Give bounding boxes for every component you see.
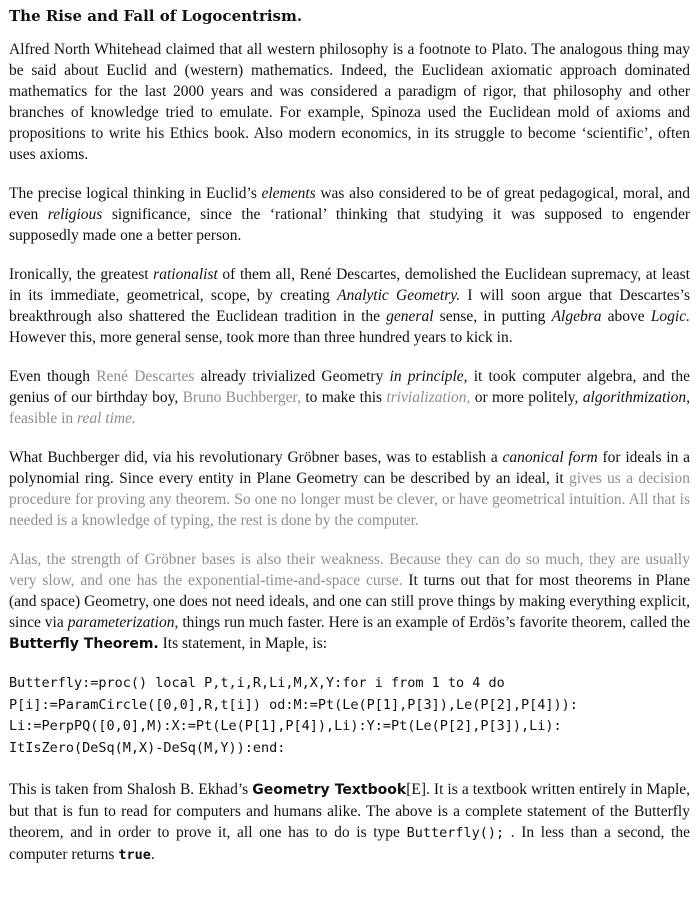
p2-emph-elements: elements (261, 185, 316, 202)
paragraph-3 (9, 264, 690, 348)
p7-code-butterfly-call: Butterfly(); (406, 825, 505, 841)
p3-emph-general: general (386, 308, 434, 325)
p7-code-true: true (118, 847, 151, 863)
p4-text-b: already trivialized Geometry (194, 368, 390, 385)
p2-text-b: was also considered to be of great pedagogical, moral, and even (9, 185, 690, 223)
p3-text-c: I will soon argue that Descartes’s breakthrough also shattered the Euclidean tradition in the (9, 287, 691, 325)
p5-faded-text: gives us a decision procedure for proving any theorem. So one no longer must be clever, or have geometrical intuition. All that is needed is a knowledge of typing, the rest is done by the computer. (9, 470, 690, 529)
p6-emph-parameterization: parameterization, (67, 614, 179, 631)
p6-text-b: things run much faster. Here is an example of Erdös’s favorite theorem, called the (178, 614, 690, 631)
p2-emph-religious: religious (47, 206, 103, 223)
p4-text-e: or more politely, (470, 389, 583, 406)
p3-emph-analytic-geometry: Analytic Geometry. (337, 287, 461, 304)
p4-text-a: Even though (9, 368, 97, 385)
p5-text-a: What Buchberger did, via his revolutionary Gröbner bases, was to establish a (9, 449, 503, 466)
p1-text: Alfred North Whitehead claimed that all western philosophy is a footnote to Plato. The analogous thing may be said about Euclid and (western) mathematics. Indeed, the Euclidean axiomatic approach dominated mathematics for the last 2000 years and was considered a paradigm of rigor, that philosophy and other branches of knowledge tried to emulate. For example, Spinoza used the Euclidean mold of axioms and propositions to write his Ethics book. Also modern economics, in its struggle to become ‘scientific’, often uses axioms. (9, 41, 690, 163)
paragraph-2 (9, 183, 690, 246)
p3-emph-algebra: Algebra (551, 308, 602, 325)
p6-bold-butterfly-theorem: Butterfly Theorem. (9, 636, 159, 652)
p4-faded-name-buchberger: Bruno Buchberger, (182, 389, 301, 406)
maple-code-block: Butterfly:=proc() local P,t,i,R,Li,M,X,Y:for i from 1 to 4 do P[i]:=ParamCircle([0,0],R,t[i]) od:M:=Pt(Le(P[1],P[3]),Le(P[2],P[4])): Li:=PerpPQ([0,0],M):X:=Pt(Le(P[1],P[4]),Li):Y:=Pt(Le(P[2],P[3]),Li): ItIsZero(DeSq(M,X)-DeSq(M,Y)):end: (9, 675, 578, 756)
p3-text-e: above (601, 308, 651, 325)
p6-text-a: It turns out that for most theorems in Plane (and space) Geometry, one does not need ideals, and one can still prove things by making everything explicit, since via (9, 572, 690, 631)
p4-faded-name-descartes: René Descartes (96, 368, 195, 385)
p7-text-c: . In less than a second, the computer returns (9, 824, 690, 863)
p4-text-f: feasible in (9, 410, 78, 427)
p3-text-a: Ironically, the greatest (9, 266, 154, 283)
p3-text-b: of them all, René Descartes, demolished the Euclidean supremacy, at least in its immediate, geometrical, scope, by creating (9, 266, 690, 304)
paragraph-6 (9, 549, 690, 655)
p3-text-f: However this, more general sense, took more than three hundred years to kick in. (9, 329, 513, 346)
p4-emph-real-time: real time. (77, 410, 136, 427)
paragraph-7 (9, 779, 690, 866)
paragraph-5 (9, 447, 690, 531)
p4-text-d: to make this (300, 389, 387, 406)
p4-emph-algorithmization: algorithmization, (582, 389, 690, 406)
p6-faded-text: Alas, the strength of Gröbner bases is also their weakness. Because they can do so much, they are usually very slow, and one has the exponential-time-and-space curse. (9, 551, 690, 589)
p7-bold-geometry-textbook: Geometry Textbook (252, 782, 407, 798)
p3-text-d: sense, in putting (433, 308, 552, 325)
p2-text-a: The precise logical thinking in Euclid’s (9, 185, 262, 202)
p7-text-b: [E]. It is a textbook written entirely in Maple, but that is fun to read for computers and humans alike. The above is a complete statement of the Butterfly theorem, and in order to prove it, all one has to do is type (9, 781, 691, 841)
section-title: The Rise and Fall of Logocentrism. (9, 7, 303, 25)
p4-text-c: it took computer algebra, and the genius of our birthday boy, (9, 368, 690, 406)
p3-emph-logic: Logic. (650, 308, 690, 325)
p2-text-c: significance, since the ‘rational’ thinking that studying it was supposed to engender supposedly made one a better person. (9, 206, 690, 244)
p3-emph-rationalist: rationalist (153, 266, 218, 283)
p7-text-a: This is taken from Shalosh B. Ekhad’s (9, 781, 253, 798)
p7-text-d: . (150, 846, 155, 863)
paragraph-1 (9, 39, 690, 165)
paragraph-4 (9, 366, 690, 429)
p4-emph-trivialization: trivialization, (386, 389, 471, 406)
p4-emph-in-principle: in principle, (389, 368, 468, 385)
p5-text-b: for ideals in a polynomial ring. Since every entity in Plane Geometry can be described by an ideal, it (9, 449, 690, 487)
p6-text-c: Its statement, in Maple, is: (158, 635, 328, 652)
p5-emph-canonical-form: canonical form (502, 449, 598, 466)
